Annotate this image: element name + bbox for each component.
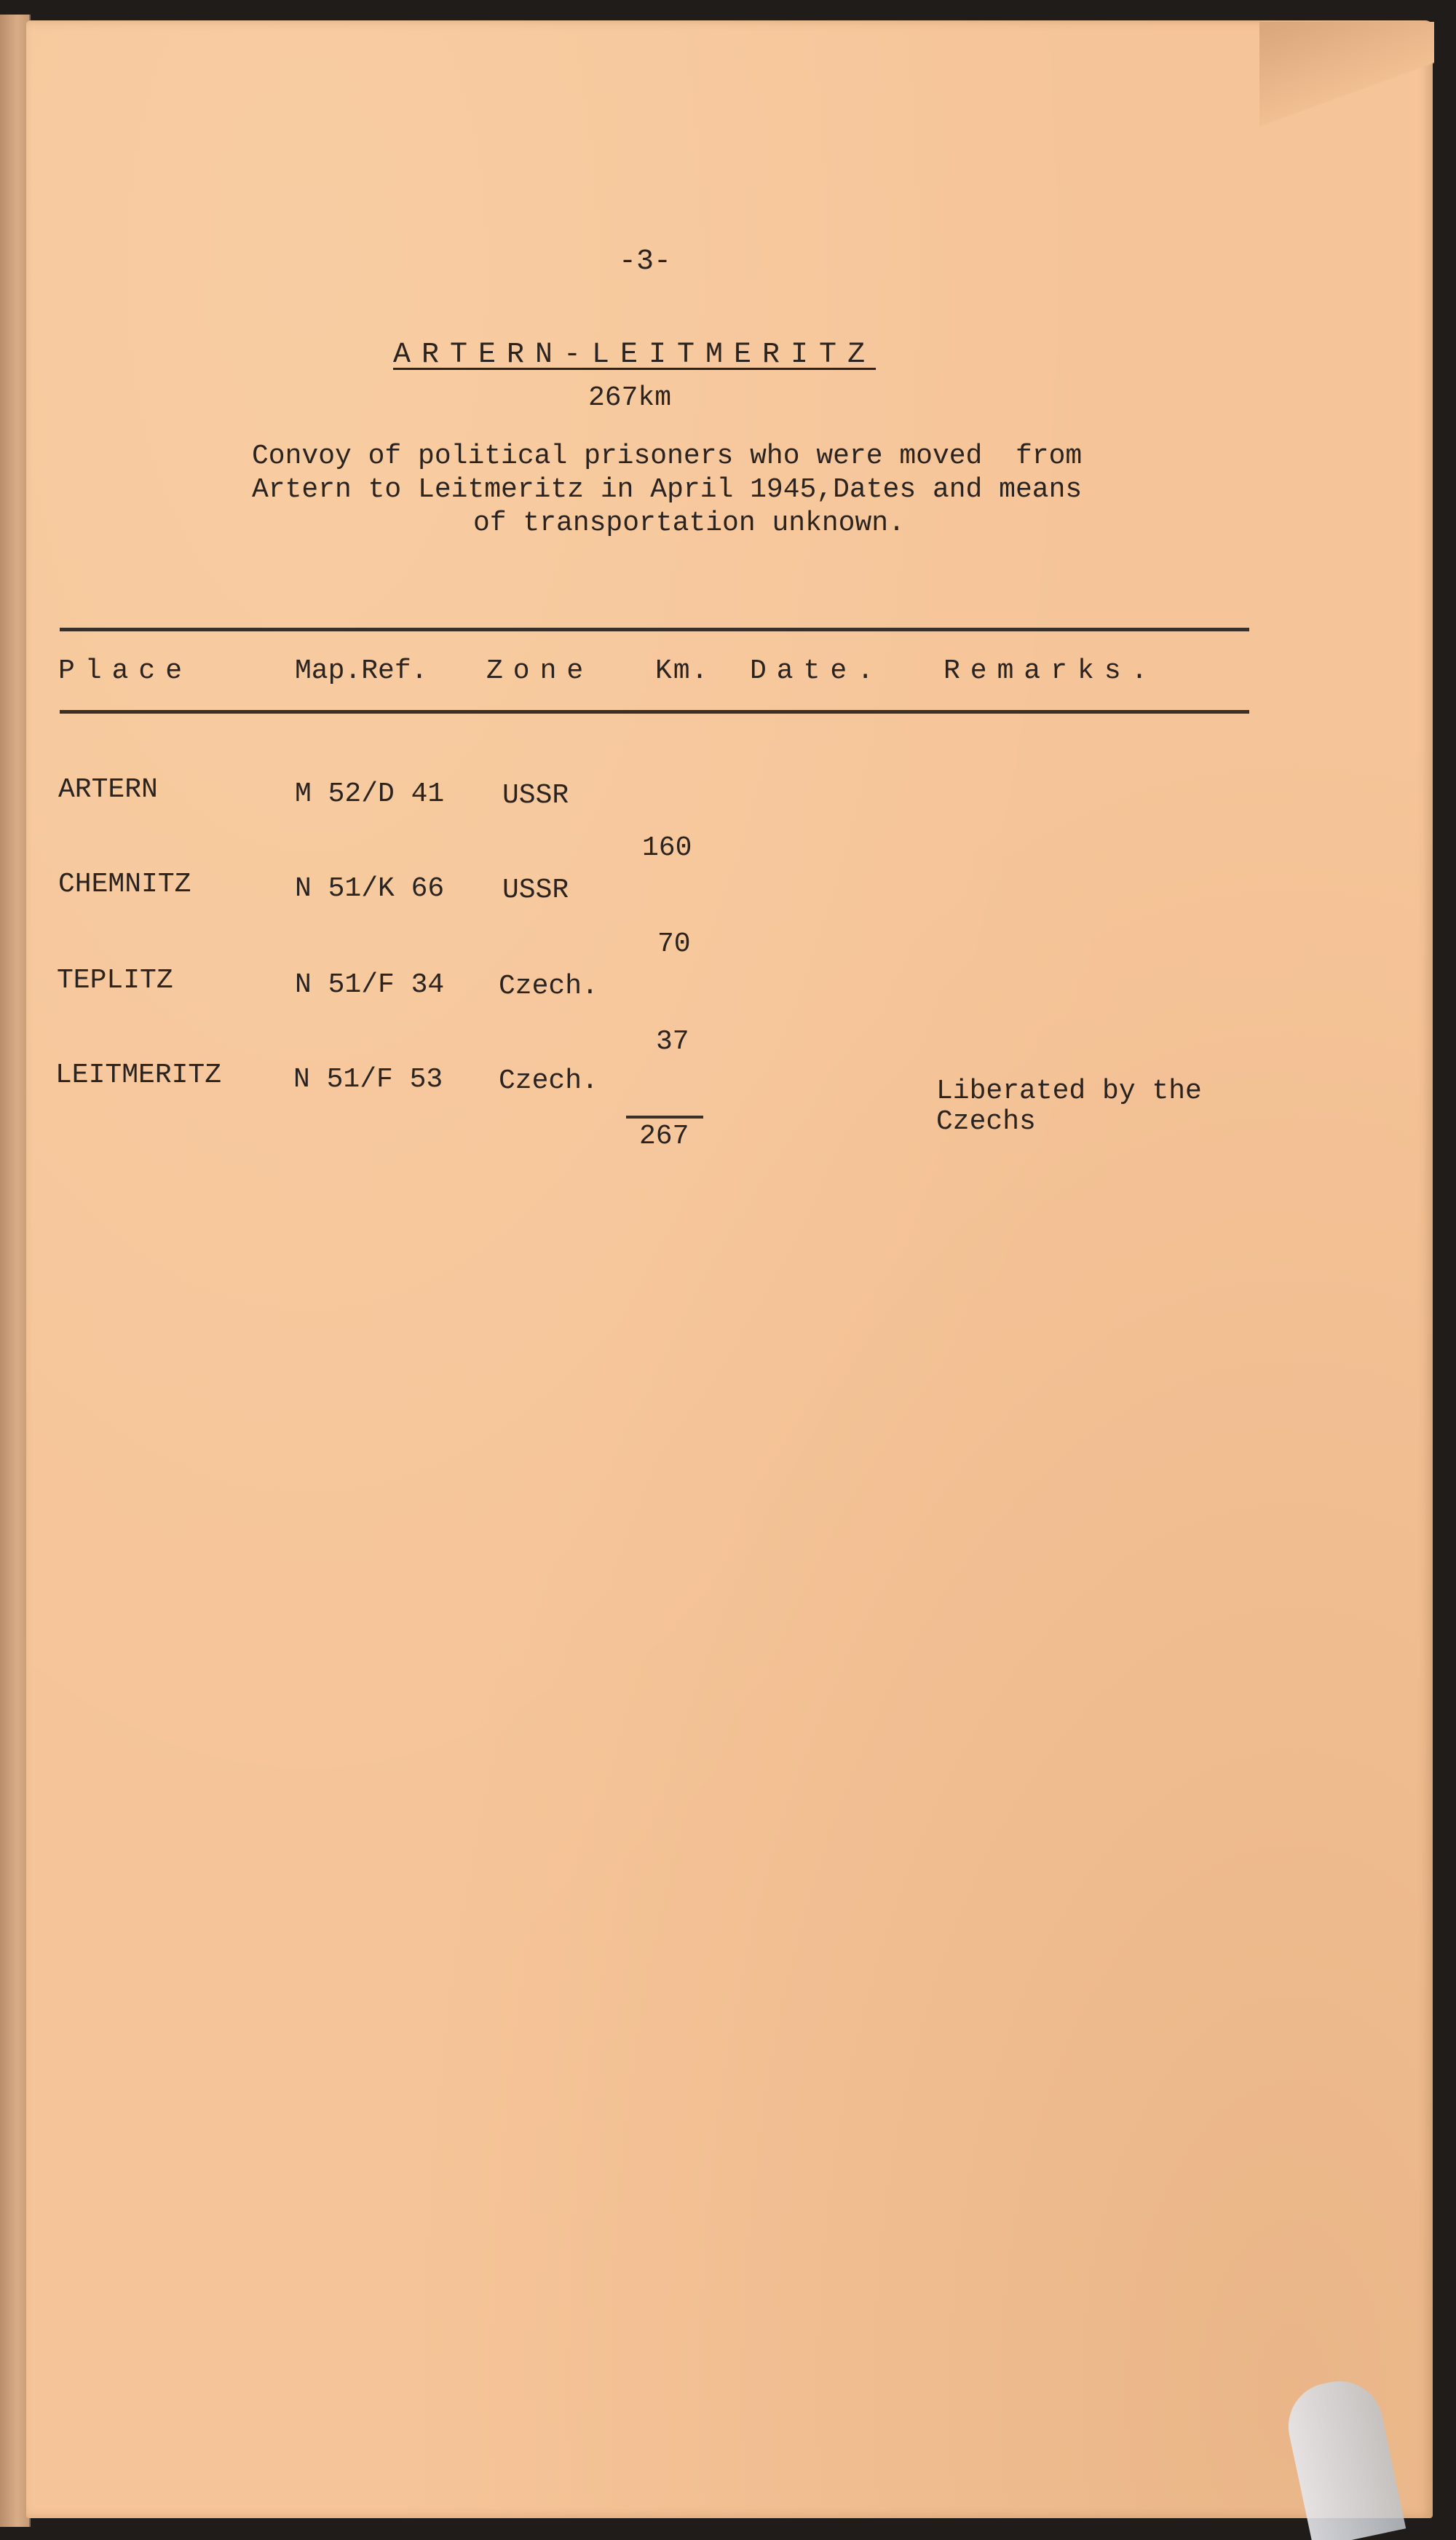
row-map-ref: N 51/F 34: [295, 969, 445, 1001]
paper-page: [26, 20, 1433, 2518]
remark-line-1: Liberated by the: [936, 1076, 1202, 1107]
row-place: LEITMERITZ: [55, 1060, 222, 1091]
document-title: ARTERN-LEITMERITZ: [393, 339, 877, 371]
header-date: Date.: [750, 655, 885, 687]
worn-corner: [1259, 22, 1434, 131]
row-map-ref: M 52/D 41: [295, 778, 445, 810]
header-remarks: Remarks.: [943, 655, 1158, 687]
segment-km: 70: [657, 928, 691, 960]
row-place: CHEMNITZ: [58, 869, 191, 900]
intro-line-2: Artern to Leitmeritz in April 1945,Dates and means: [252, 474, 1083, 505]
row-zone: USSR: [502, 875, 569, 906]
remark-line-2: Czechs: [936, 1106, 1036, 1137]
row-zone: Czech.: [499, 1065, 598, 1097]
header-zone: Zone: [486, 655, 594, 687]
table-top-rule: [60, 628, 1249, 631]
header-place: Place: [58, 655, 193, 687]
row-zone: USSR: [502, 780, 569, 811]
table-header-rule: [60, 710, 1249, 714]
row-place: TEPLITZ: [57, 965, 173, 996]
intro-line-1: Convoy of political prisoners who were moved from: [252, 441, 1083, 472]
row-map-ref: N 51/F 53: [293, 1064, 443, 1095]
total-distance: 267km: [588, 382, 672, 414]
header-km: Km.: [655, 655, 710, 687]
segment-km: 160: [642, 832, 692, 864]
row-map-ref: N 51/K 66: [295, 873, 445, 904]
intro-line-3: of transportation unknown.: [473, 508, 905, 539]
total-km: 267: [639, 1121, 689, 1152]
header-map-ref: Map.Ref.: [295, 655, 428, 687]
row-zone: Czech.: [499, 971, 598, 1002]
segment-km: 37: [656, 1026, 689, 1057]
sum-rule: [626, 1116, 703, 1119]
page-number: -3-: [619, 245, 672, 278]
row-place: ARTERN: [58, 774, 158, 805]
